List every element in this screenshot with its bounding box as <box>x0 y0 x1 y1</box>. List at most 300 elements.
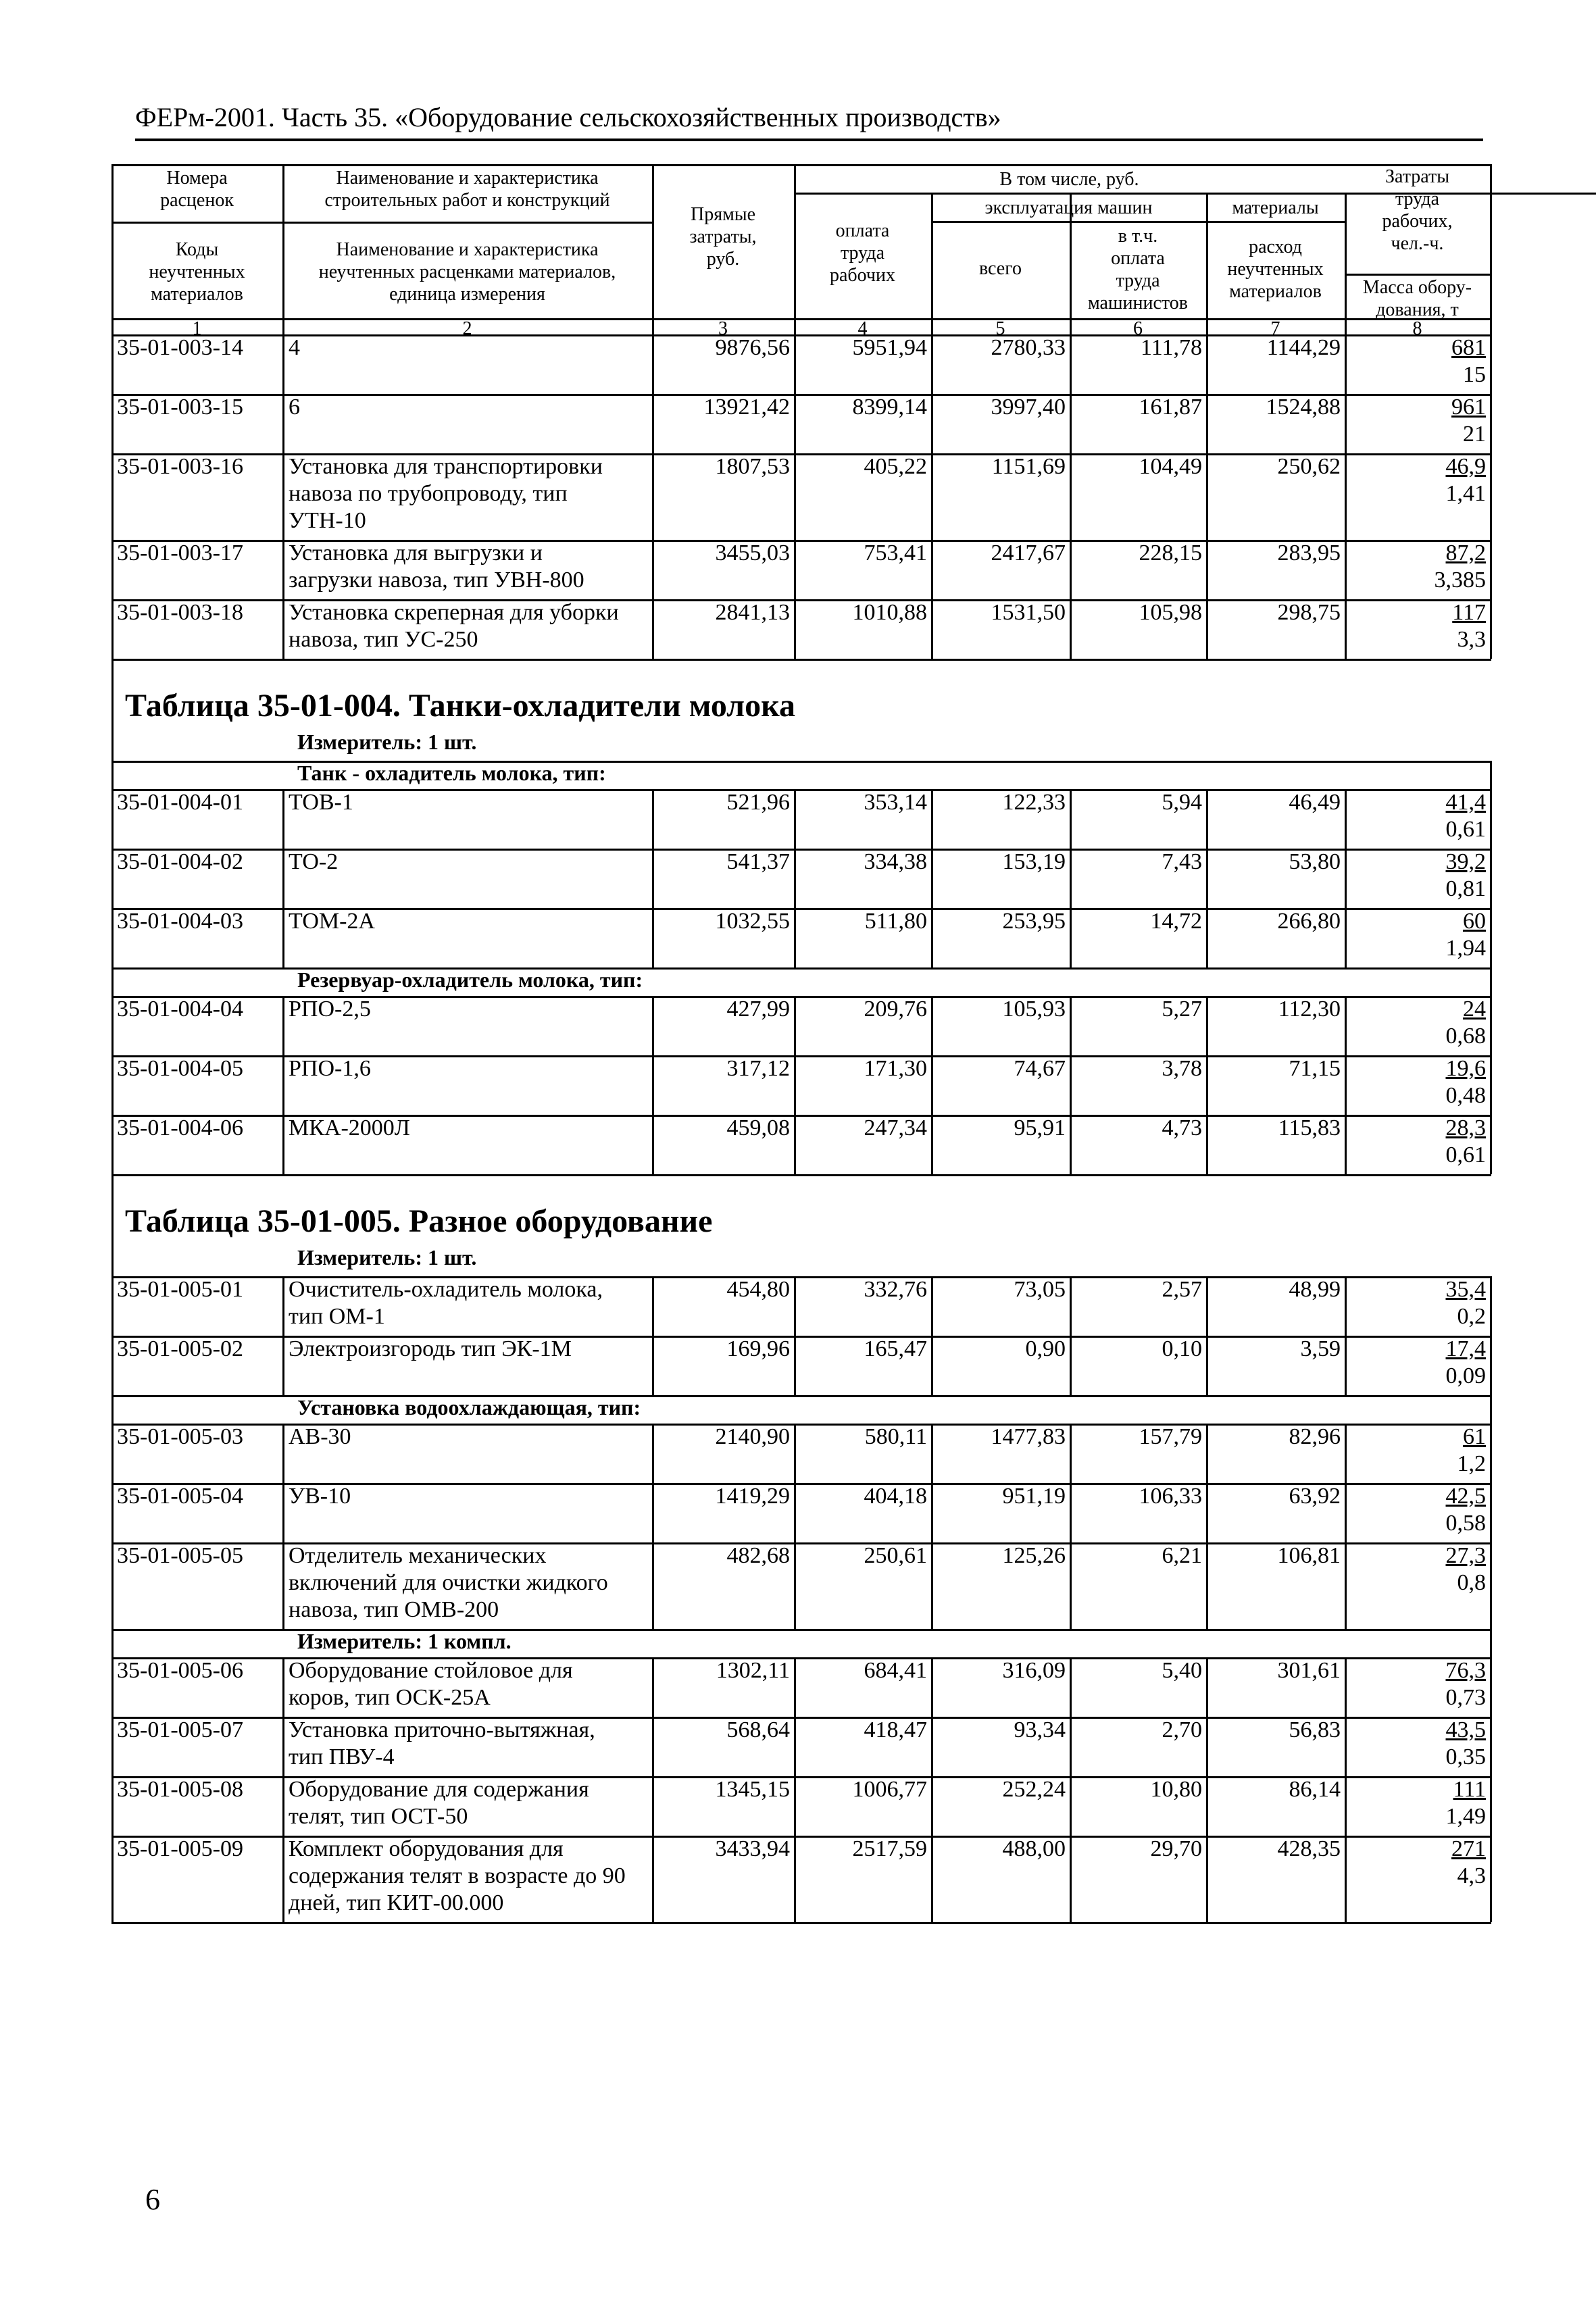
table-right-border <box>1490 164 1492 659</box>
work-name: Установка приточно-вытяжная, <box>289 1717 595 1742</box>
row-column-divider <box>1206 996 1208 1055</box>
row-column-divider <box>1070 849 1072 908</box>
work-name: Установка для выгрузки и <box>289 540 543 565</box>
header-machine-operation: эксплуатация машин <box>984 197 1153 218</box>
work-name: Отделитель механических <box>289 1543 547 1568</box>
work-name: УВ-10 <box>289 1484 351 1509</box>
running-head: ФЕРм-2001. Часть 35. «Оборудование сельскохозяйственных производств» <box>135 102 1001 132</box>
machine-costs-value: 488,00 <box>1002 1836 1066 1861</box>
equipment-mass-value: 0,35 <box>1445 1744 1486 1769</box>
row-column-divider <box>1206 599 1208 659</box>
row-column-divider <box>1070 996 1072 1055</box>
operator-wages-value: 5,94 <box>1162 790 1202 815</box>
row-column-divider <box>282 1717 284 1776</box>
row-column-divider <box>794 394 796 453</box>
row-column-divider <box>282 849 284 908</box>
direct-costs-value: 169,96 <box>726 1336 790 1361</box>
operator-wages-value: 3,78 <box>1162 1056 1202 1081</box>
row-column-divider <box>1206 1424 1208 1483</box>
labor-cost-value: 46,9 <box>1445 454 1486 479</box>
materials-value: 106,81 <box>1277 1543 1341 1568</box>
operator-wages-value: 7,43 <box>1162 849 1202 874</box>
operator-wages-value: 104,49 <box>1139 454 1202 479</box>
row-column-divider <box>931 1055 933 1115</box>
operator-wages-value: 5,27 <box>1162 997 1202 1022</box>
machine-costs-value: 1151,69 <box>991 454 1066 479</box>
group-label: Установка водоохлаждающая, тип: <box>297 1395 641 1419</box>
header-column-number: 1 <box>192 318 202 339</box>
work-name: 6 <box>289 395 300 420</box>
header-labor-costs: рабочих, <box>1382 211 1453 232</box>
row-column-divider <box>282 599 284 659</box>
work-name: содержания телят в возрасте до 90 <box>289 1863 626 1888</box>
rate-code: 35-01-003-17 <box>117 540 243 565</box>
header-material-name: Наименование и характеристика <box>336 239 599 260</box>
header-rule-machines <box>931 221 1345 223</box>
worker-wages-value: 405,22 <box>864 454 927 479</box>
row-column-divider <box>652 599 654 659</box>
work-name: дней, тип КИТ-00.000 <box>289 1890 504 1915</box>
materials-value: 71,15 <box>1289 1056 1341 1081</box>
machine-costs-value: 153,19 <box>1002 849 1066 874</box>
row-column-divider <box>652 453 654 540</box>
row-column-divider <box>652 849 654 908</box>
worker-wages-value: 580,11 <box>864 1424 927 1449</box>
work-name: ТОВ-1 <box>289 790 353 815</box>
row-column-divider <box>1206 1542 1208 1629</box>
header-operator-wages: труда <box>1116 270 1160 291</box>
row-column-divider <box>652 1836 654 1922</box>
row-column-divider <box>1345 849 1347 908</box>
row-column-divider <box>282 908 284 967</box>
row-column-divider <box>794 1717 796 1776</box>
row-column-divider <box>282 1424 284 1483</box>
work-name: ТОМ-2А <box>289 909 375 934</box>
materials-value: 86,14 <box>1289 1777 1341 1802</box>
row-column-divider <box>794 1542 796 1629</box>
row-column-divider <box>1345 1836 1347 1922</box>
row-column-divider <box>1070 1776 1072 1836</box>
row-column-divider <box>1345 996 1347 1055</box>
row-column-divider <box>931 1776 933 1836</box>
machine-costs-value: 125,26 <box>1002 1543 1066 1568</box>
row-column-divider <box>794 453 796 540</box>
rate-code: 35-01-005-09 <box>117 1836 243 1861</box>
row-column-divider <box>282 1657 284 1717</box>
row-column-divider <box>1206 334 1208 394</box>
row-column-divider <box>1206 1776 1208 1836</box>
row-column-divider <box>931 1542 933 1629</box>
header-equipment-mass: дования, т <box>1376 299 1459 320</box>
equipment-mass-value: 3,385 <box>1434 568 1486 593</box>
equipment-mass-value: 0,73 <box>1445 1685 1486 1710</box>
section-title: Таблица 35-01-004. Танки-охладители молока <box>125 688 796 724</box>
row-column-divider <box>931 1115 933 1174</box>
machine-costs-value: 951,19 <box>1002 1484 1066 1509</box>
row-column-divider <box>1345 394 1347 453</box>
worker-wages-value: 332,76 <box>864 1277 927 1302</box>
row-column-divider <box>931 453 933 540</box>
header-operator-wages: машинистов <box>1088 293 1188 313</box>
header-equipment-mass: Масса обору- <box>1362 277 1472 298</box>
header-rule-labor-mass <box>1345 274 1491 276</box>
direct-costs-value: 1302,11 <box>716 1658 790 1683</box>
row-column-divider <box>1070 1657 1072 1717</box>
row-column-divider <box>1345 1483 1347 1542</box>
row-column-divider <box>794 1276 796 1336</box>
materials-value: 283,95 <box>1277 540 1341 565</box>
machine-costs-value: 1531,50 <box>991 600 1066 625</box>
equipment-mass-value: 0,68 <box>1445 1024 1486 1049</box>
direct-costs-value: 521,96 <box>726 790 790 815</box>
operator-wages-value: 228,15 <box>1139 540 1202 565</box>
row-column-divider <box>282 334 284 394</box>
materials-value: 53,80 <box>1289 849 1341 874</box>
worker-wages-value: 334,38 <box>864 849 927 874</box>
rate-code: 35-01-005-06 <box>117 1658 243 1683</box>
work-name: загрузки навоза, тип УВН-800 <box>289 568 584 593</box>
direct-costs-value: 482,68 <box>726 1543 790 1568</box>
row-column-divider <box>931 1836 933 1922</box>
header-material-codes: неучтенных <box>149 261 245 282</box>
table-left-border <box>111 761 114 1174</box>
row-column-divider <box>282 1836 284 1922</box>
machine-costs-value: 252,24 <box>1002 1777 1066 1802</box>
work-name: навоза по трубопроводу, тип <box>289 481 568 506</box>
header-material-use: расход <box>1249 236 1302 257</box>
materials-value: 1524,88 <box>1266 395 1341 420</box>
row-column-divider <box>652 1055 654 1115</box>
worker-wages-value: 250,61 <box>864 1543 927 1568</box>
section-band-left-border <box>111 1174 114 1276</box>
worker-wages-value: 2517,59 <box>852 1836 927 1861</box>
row-column-divider <box>931 540 933 599</box>
header-direct-costs: затраты, <box>689 226 757 247</box>
operator-wages-value: 14,72 <box>1150 909 1202 934</box>
machine-costs-value: 0,90 <box>1025 1336 1066 1361</box>
table-right-border <box>1490 1276 1492 1922</box>
work-name: АВ-30 <box>289 1424 351 1449</box>
work-name: коров, тип ОСК-25А <box>289 1685 491 1710</box>
worker-wages-value: 5951,94 <box>852 335 927 360</box>
row-column-divider <box>652 1542 654 1629</box>
labor-cost-value: 28,3 <box>1445 1115 1486 1140</box>
direct-costs-value: 459,08 <box>726 1115 790 1140</box>
header-column-number: 2 <box>462 318 472 339</box>
worker-wages-value: 165,47 <box>864 1336 927 1361</box>
rate-code: 35-01-004-04 <box>117 997 243 1022</box>
labor-cost-value: 271 <box>1451 1836 1486 1861</box>
row-column-divider <box>1070 540 1072 599</box>
materials-value: 250,62 <box>1277 454 1341 479</box>
row-column-divider <box>282 1336 284 1395</box>
work-name: Очиститель-охладитель молока, <box>289 1277 603 1302</box>
operator-wages-value: 2,57 <box>1162 1277 1202 1302</box>
direct-costs-value: 3433,94 <box>715 1836 790 1861</box>
row-column-divider <box>794 996 796 1055</box>
work-name: тип ПВУ-4 <box>289 1744 395 1769</box>
labor-cost-value: 39,2 <box>1445 849 1486 874</box>
header-machine-total: всего <box>978 258 1022 279</box>
rate-code: 35-01-004-01 <box>117 790 243 815</box>
row-column-divider <box>1206 453 1208 540</box>
labor-cost-value: 111 <box>1453 1777 1486 1802</box>
header-column-number: 8 <box>1412 318 1422 339</box>
direct-costs-value: 2140,90 <box>715 1424 790 1449</box>
equipment-mass-value: 0,09 <box>1445 1363 1486 1388</box>
table-right-border <box>1490 761 1492 1174</box>
row-column-divider <box>1070 394 1072 453</box>
rates-table <box>111 164 1491 1965</box>
row-column-divider <box>1206 540 1208 599</box>
work-name: Электроизгородь тип ЭК-1М <box>289 1336 572 1361</box>
row-column-divider <box>931 1717 933 1776</box>
equipment-mass-value: 15 <box>1463 362 1486 387</box>
machine-costs-value: 3997,40 <box>991 395 1066 420</box>
row-column-divider <box>794 1055 796 1115</box>
rate-code: 35-01-005-01 <box>117 1277 243 1302</box>
table-left-border <box>111 164 114 659</box>
row-column-divider <box>282 394 284 453</box>
row-rule <box>111 1922 1491 1924</box>
row-rule <box>111 659 1491 661</box>
row-column-divider <box>652 1776 654 1836</box>
row-column-divider <box>931 599 933 659</box>
direct-costs-value: 3455,03 <box>715 540 790 565</box>
rate-code: 35-01-005-03 <box>117 1424 243 1449</box>
materials-value: 112,30 <box>1278 997 1341 1022</box>
header-material-use: материалов <box>1229 281 1322 302</box>
header-worker-wages: рабочих <box>829 265 895 286</box>
row-column-divider <box>1206 1276 1208 1336</box>
worker-wages-value: 753,41 <box>864 540 927 565</box>
row-column-divider <box>1206 1717 1208 1776</box>
materials-value: 266,80 <box>1277 909 1341 934</box>
row-column-divider <box>282 1776 284 1836</box>
operator-wages-value: 157,79 <box>1139 1424 1202 1449</box>
row-column-divider <box>1070 908 1072 967</box>
equipment-mass-value: 1,41 <box>1445 481 1486 506</box>
worker-wages-value: 684,41 <box>864 1658 927 1683</box>
row-column-divider <box>652 1115 654 1174</box>
table-left-border <box>111 1276 114 1922</box>
table-top-border <box>111 164 1491 166</box>
row-column-divider <box>1070 1424 1072 1483</box>
row-column-divider <box>282 1055 284 1115</box>
equipment-mass-value: 0,2 <box>1457 1304 1486 1329</box>
running-head-rule <box>135 139 1483 141</box>
row-column-divider <box>282 1115 284 1174</box>
row-column-divider <box>1206 1336 1208 1395</box>
header-labor-costs: труда <box>1395 188 1440 209</box>
rate-code: 35-01-003-18 <box>117 600 243 625</box>
row-column-divider <box>1206 394 1208 453</box>
row-column-divider <box>1070 1836 1072 1922</box>
labor-cost-value: 681 <box>1451 335 1486 360</box>
direct-costs-value: 317,12 <box>726 1056 790 1081</box>
work-name: МКА-2000Л <box>289 1115 410 1140</box>
operator-wages-value: 5,40 <box>1162 1658 1202 1683</box>
row-column-divider <box>1206 789 1208 849</box>
work-name: Оборудование для содержания <box>289 1777 589 1802</box>
work-name: телят, тип ОСТ-50 <box>289 1804 468 1829</box>
row-column-divider <box>1070 453 1072 540</box>
machine-costs-value: 2780,33 <box>991 335 1066 360</box>
row-column-divider <box>931 1336 933 1395</box>
work-name: Оборудование стойловое для <box>289 1658 573 1683</box>
direct-costs-value: 427,99 <box>726 997 790 1022</box>
rate-code: 35-01-004-06 <box>117 1115 243 1140</box>
operator-wages-value: 29,70 <box>1150 1836 1202 1861</box>
machine-costs-value: 105,93 <box>1002 997 1066 1022</box>
direct-costs-value: 1032,55 <box>715 909 790 934</box>
header-labor-costs: чел.-ч. <box>1391 233 1444 254</box>
worker-wages-value: 171,30 <box>864 1056 927 1081</box>
operator-wages-value: 161,87 <box>1139 395 1202 420</box>
row-column-divider <box>1345 540 1347 599</box>
machine-costs-value: 122,33 <box>1002 790 1066 815</box>
header-material-codes: Коды <box>175 239 219 260</box>
operator-wages-value: 105,98 <box>1139 600 1202 625</box>
worker-wages-value: 511,80 <box>864 909 927 934</box>
machine-costs-value: 73,05 <box>1014 1277 1066 1302</box>
row-column-divider <box>794 599 796 659</box>
row-column-divider <box>794 1776 796 1836</box>
rate-code: 35-01-003-16 <box>117 454 243 479</box>
row-column-divider <box>652 334 654 394</box>
header-work-name: Наименование и характеристика <box>336 168 599 188</box>
header-worker-wages: оплата <box>835 220 890 241</box>
direct-costs-value: 9876,56 <box>715 335 790 360</box>
work-name: РПО-1,6 <box>289 1056 371 1081</box>
row-column-divider <box>652 540 654 599</box>
work-name: Установка для транспортировки <box>289 454 603 479</box>
labor-cost-value: 87,2 <box>1445 540 1486 565</box>
row-column-divider <box>931 1483 933 1542</box>
worker-wages-value: 209,76 <box>864 997 927 1022</box>
row-column-divider <box>1345 1657 1347 1717</box>
header-column-number: 4 <box>857 318 868 339</box>
row-column-divider <box>1345 1542 1347 1629</box>
row-column-divider <box>1345 599 1347 659</box>
header-rate-number: Номера <box>166 168 228 188</box>
row-column-divider <box>794 1115 796 1174</box>
header-work-name: строительных работ и конструкций <box>324 190 610 211</box>
materials-value: 56,83 <box>1289 1717 1341 1742</box>
row-column-divider <box>282 1542 284 1629</box>
machine-costs-value: 253,95 <box>1002 909 1066 934</box>
row-column-divider <box>1345 1115 1347 1174</box>
labor-cost-value: 76,3 <box>1445 1658 1486 1683</box>
materials-value: 63,92 <box>1289 1484 1341 1509</box>
direct-costs-value: 13921,42 <box>703 395 790 420</box>
header-material-codes: материалов <box>151 284 243 305</box>
work-name: тип ОМ-1 <box>289 1304 385 1329</box>
row-column-divider <box>931 1424 933 1483</box>
row-column-divider <box>1345 1776 1347 1836</box>
header-materials: материалы <box>1232 197 1319 218</box>
work-name: включений для очистки жидкого <box>289 1570 608 1595</box>
header-column-number: 7 <box>1270 318 1280 339</box>
equipment-mass-value: 21 <box>1463 422 1486 447</box>
equipment-mass-value: 0,81 <box>1445 876 1486 901</box>
direct-costs-value: 1345,15 <box>715 1777 790 1802</box>
row-column-divider <box>794 334 796 394</box>
direct-costs-value: 454,80 <box>726 1277 790 1302</box>
direct-costs-value: 568,64 <box>726 1717 790 1742</box>
row-column-divider <box>282 540 284 599</box>
machine-costs-value: 93,34 <box>1014 1717 1066 1742</box>
row-column-divider <box>1345 1276 1347 1336</box>
rate-code: 35-01-003-14 <box>117 335 243 360</box>
row-column-divider <box>794 908 796 967</box>
row-column-divider <box>652 1276 654 1336</box>
row-column-divider <box>1070 1717 1072 1776</box>
labor-cost-value: 35,4 <box>1445 1277 1486 1302</box>
row-column-divider <box>1345 1055 1347 1115</box>
row-column-divider <box>931 394 933 453</box>
worker-wages-value: 418,47 <box>864 1717 927 1742</box>
header-direct-costs: Прямые <box>690 204 756 225</box>
rate-code: 35-01-005-05 <box>117 1543 243 1568</box>
materials-value: 48,99 <box>1289 1277 1341 1302</box>
row-column-divider <box>1206 1055 1208 1115</box>
section-title: Таблица 35-01-005. Разное оборудование <box>125 1203 713 1239</box>
row-column-divider <box>1345 1717 1347 1776</box>
header-column-number: 5 <box>995 318 1005 339</box>
machine-costs-value: 316,09 <box>1002 1658 1066 1683</box>
rate-code: 35-01-004-02 <box>117 849 243 874</box>
row-column-divider <box>794 1424 796 1483</box>
header-material-name: единица измерения <box>389 284 545 305</box>
row-column-divider <box>1206 849 1208 908</box>
direct-costs-value: 2841,13 <box>715 600 790 625</box>
header-column-number: 3 <box>718 318 728 339</box>
header-rate-number: расценок <box>160 190 234 211</box>
work-name: Установка скреперная для уборки <box>289 600 619 625</box>
worker-wages-value: 247,34 <box>864 1115 927 1140</box>
equipment-mass-value: 3,3 <box>1457 627 1486 652</box>
unit-of-measure: Измеритель: 1 шт. <box>297 730 477 754</box>
row-column-divider <box>1070 789 1072 849</box>
work-name: навоза, тип ОМВ-200 <box>289 1597 499 1622</box>
work-name: 4 <box>289 335 300 360</box>
row-column-divider <box>1070 1542 1072 1629</box>
group-label: Резервуар-охладитель молока, тип: <box>297 967 643 992</box>
materials-value: 301,61 <box>1277 1658 1341 1683</box>
operator-wages-value: 4,73 <box>1162 1115 1202 1140</box>
section-band-left-border <box>111 659 114 761</box>
direct-costs-value: 1419,29 <box>715 1484 790 1509</box>
header-operator-wages: в т.ч. <box>1118 226 1158 247</box>
header-operator-wages: оплата <box>1111 248 1165 269</box>
header-rule-rate-numbers <box>111 222 652 224</box>
row-column-divider <box>1206 1483 1208 1542</box>
machine-costs-value: 1477,83 <box>991 1424 1066 1449</box>
work-name: РПО-2,5 <box>289 997 371 1022</box>
row-column-divider <box>282 996 284 1055</box>
rate-code: 35-01-005-08 <box>117 1777 243 1802</box>
header-material-use: неучтенных <box>1227 259 1324 280</box>
labor-cost-value: 41,4 <box>1445 790 1486 815</box>
row-column-divider <box>652 789 654 849</box>
row-column-divider <box>1070 1336 1072 1395</box>
row-column-divider <box>652 908 654 967</box>
equipment-mass-value: 0,58 <box>1445 1511 1486 1536</box>
row-column-divider <box>282 1483 284 1542</box>
materials-value: 46,49 <box>1289 790 1341 815</box>
equipment-mass-value: 1,2 <box>1457 1451 1486 1476</box>
